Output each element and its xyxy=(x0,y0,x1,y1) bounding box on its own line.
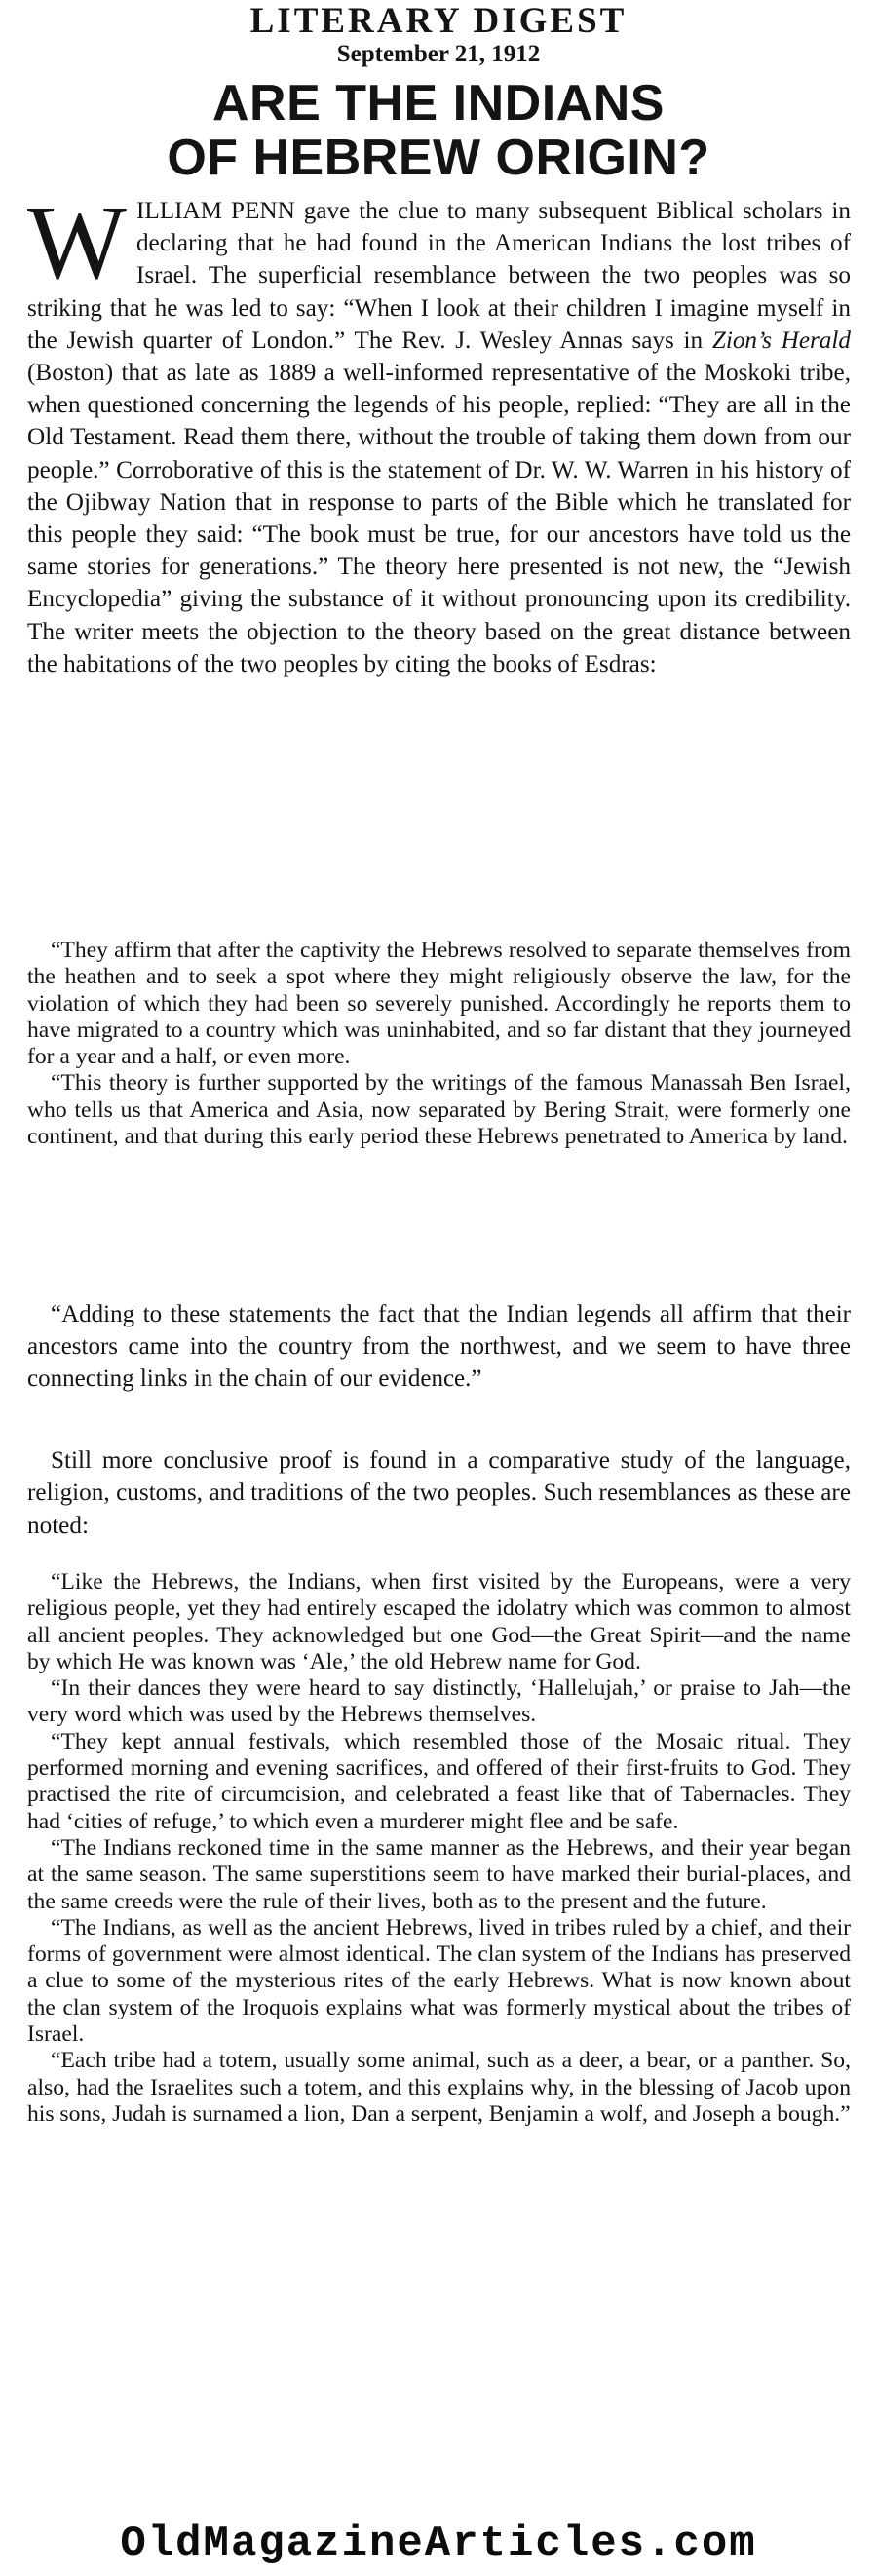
lead-text-1: gave the clue to many subsequent Biblical scholars in declaring that he had found in the American Indians the lost tribes of Israel. The superficial resemblance between the two peoples was so striking that he was led to say: “When I look at their children I imagine myself in the Jewish quarter of London.” The Rev. J. Wesley Annas says in xyxy=(27,198,851,354)
lead-paragraph xyxy=(27,185,851,680)
site-watermark: OldMagazineArticles.com xyxy=(120,2519,757,2568)
quote-paragraph: “The Indians reckoned time in the same manner as the Hebrews, and their year began at the same season. The same superstitions seem to have marked their burial-places, and the same creeds were the rule of their lives, both as to the present and the future. xyxy=(27,1834,851,1914)
source-title: Zion’s Herald xyxy=(711,327,851,354)
quote-paragraph: “They kept annual festivals, which resembled those of the Mosaic ritual. They performed morning and evening sacrifices, and offered of their first-fruits to God. They practised the rite of circumcision, and celebrated a feast like that of Tabernacles. They had ‘cities of refuge,’ to which even a murderer might flee and be safe. xyxy=(27,1728,851,1834)
publication-name: LITERARY DIGEST xyxy=(249,1,628,41)
quote-paragraph: “They affirm that after the captivity the Hebrews resolved to separate themselves from the heathen and to seek a spot where they might religiously observe the law, for the violation of which they had been so severely punished. Accordingly he reports them to have migrated to a country which was uninhabited, and so far distant that they journeyed for a year and a half, or even more. xyxy=(27,938,851,1070)
quote-block-legends xyxy=(27,1298,851,1395)
drop-cap: W xyxy=(27,185,127,301)
quote-paragraph: “This theory is further supported by the writings of the famous Manassah Ben Israel, who tells us that America and Asia, now separated by Bering Strait, were formerly one continent, and that during this early period these Hebrews penetrated to America by land. xyxy=(27,1070,851,1150)
quote-block-esdras xyxy=(27,938,851,1150)
paragraph-text: Still more conclusive proof is found in a comparative study of the language, religion, customs, and traditions of the two peoples. Such resemblances as these are noted: xyxy=(27,1447,851,1539)
headline-line-2: OF HEBREW ORIGIN? xyxy=(167,130,710,186)
quote-paragraph: “Each tribe had a totem, usually some animal, such as a deer, a bear, or a panther. So, also, had the Israelites such a totem, and this explains why, in the blessing of Jacob upon his sons, Judah is surnamed a lion, Dan a serpent, Benjamin a wolf, and Joseph a bough.” xyxy=(27,2048,851,2127)
lead-small-caps: ILLIAM PENN xyxy=(135,198,295,224)
headline-line-1: ARE THE INDIANS xyxy=(212,75,665,132)
quote-paragraph: “In their dances they were heard to say distinctly, ‘Hallelujah,’ or praise to Jah—the very word which was used by the Hebrews themselves. xyxy=(27,1675,851,1728)
lead-text-2: (Boston) that as late as 1889 a well-informed representative of the Moskoki tribe, when questioned concerning the legends of his people, replied: “They are all in the Old Testament. Read them there, without the trouble of taking them down from our people.” Corroborative of this is the statement of Dr. W. W. Warren in his history of the Ojibway Nation that in response to parts of the Bible which he translated for this people they said: “The book must be true, for our ancestors have told us the same stories for generations.” The theory here presented is not new, the “Jewish Encyclopedia” giving the substance of it without pronouncing upon its credibility. The writer meets the objection to the theory based on the great distance between the habitations of the two peoples by citing the books of Esdras: xyxy=(27,360,851,677)
publication-date: September 21, 1912 xyxy=(336,41,541,67)
masthead xyxy=(0,0,877,68)
quote-block-resemblances xyxy=(27,1569,851,2128)
body-paragraph xyxy=(27,1444,851,1542)
quote-paragraph: “Adding to these statements the fact that the Indian legends all affirm that their ancestors came into the country from the northwest, and we seem to have three connecting links in the chain of our evidence.” xyxy=(27,1301,851,1392)
quote-paragraph: “Like the Hebrews, the Indians, when first visited by the Europeans, were a very religious people, yet they had entirely escaped the idolatry which was common to almost all ancient peoples. They acknowledged but one God—the Great Spirit—and the name by which He was known was ‘Ale,’ the old Hebrew name for God. xyxy=(27,1569,851,1674)
article-headline xyxy=(0,76,877,185)
quote-paragraph: “The Indians, as well as the ancient Hebrews, lived in tribes ruled by a chief, and their forms of government were almost identical. The clan system of the Indians has preserved a clue to some of the mysterious rites of the early Hebrews. What is now known about the clan system of the Iroquois explains what was formerly mystical about the tribes of Israel. xyxy=(27,1914,851,2048)
